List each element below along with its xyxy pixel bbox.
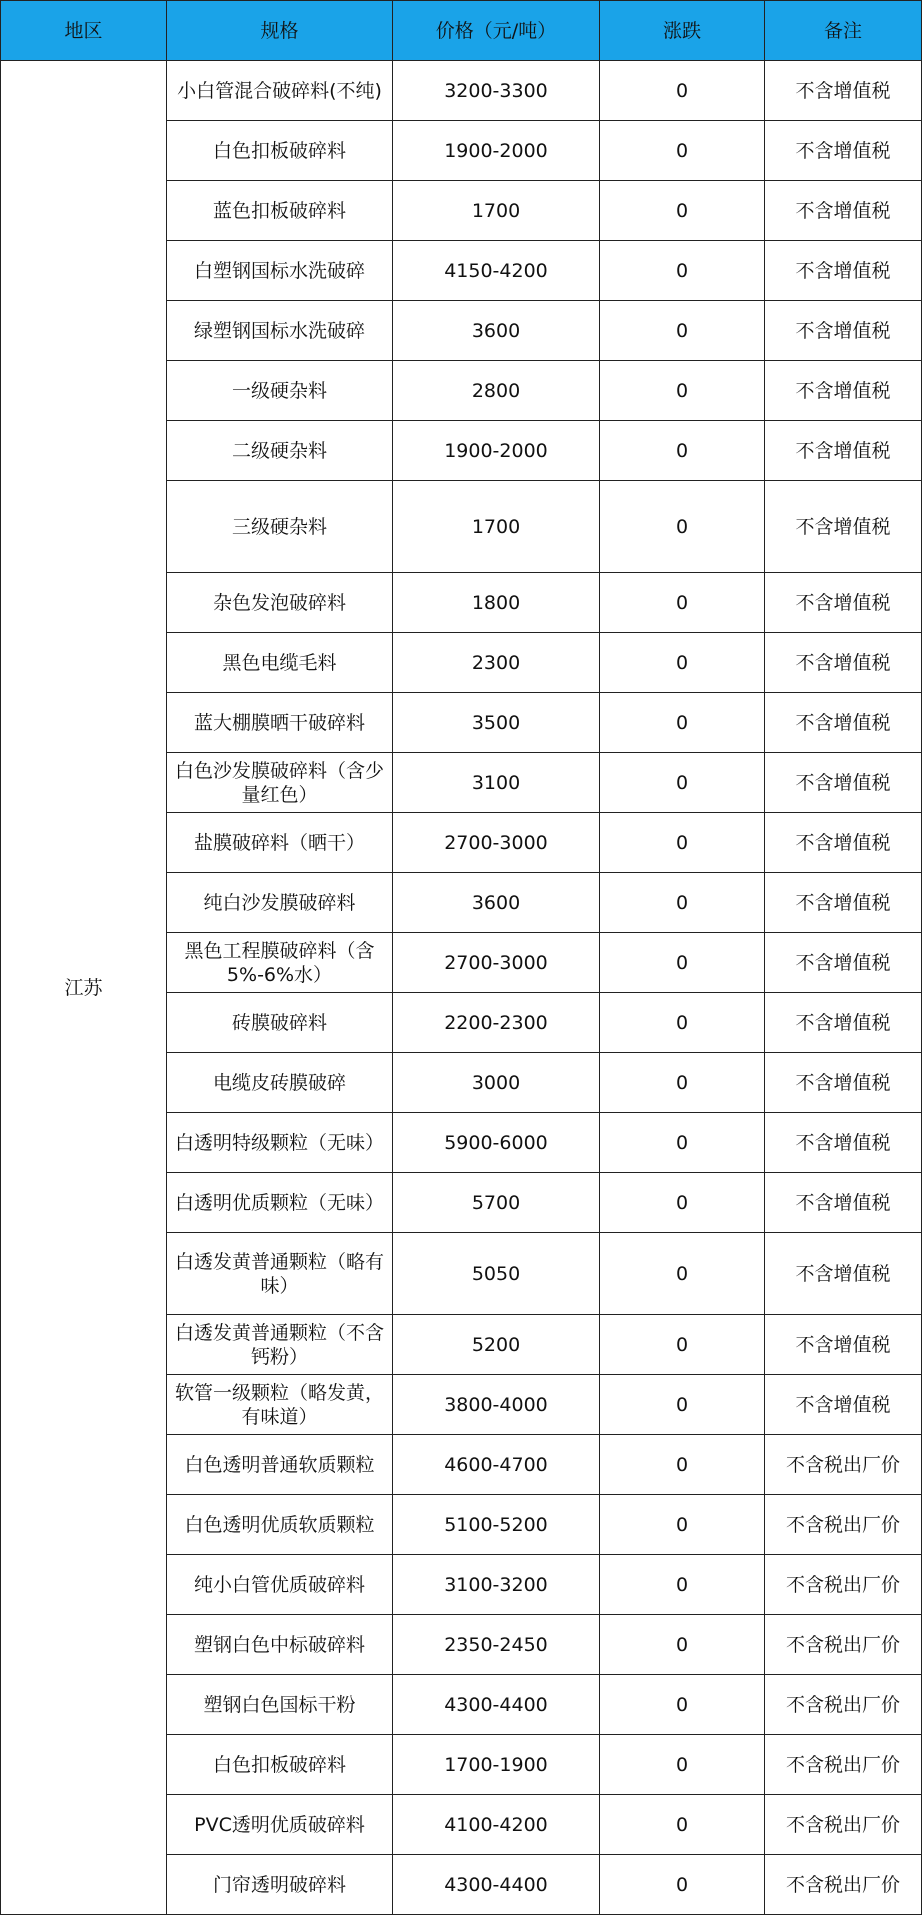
spec-cell: 塑钢白色中标破碎料 [167, 1615, 393, 1675]
spec-cell: 蓝色扣板破碎料 [167, 181, 393, 241]
change-cell: 0 [600, 753, 765, 813]
change-cell: 0 [600, 933, 765, 993]
change-cell: 0 [600, 1855, 765, 1915]
spec-cell: 黑色工程膜破碎料（含5%-6%水） [167, 933, 393, 993]
price-cell: 5100-5200 [393, 1495, 600, 1555]
header-note: 备注 [765, 1, 922, 61]
change-cell: 0 [600, 813, 765, 873]
region-cell: 江苏 [1, 61, 167, 1915]
price-cell: 2700-3000 [393, 813, 600, 873]
table-body [1, 61, 922, 1915]
header-spec: 规格 [167, 1, 393, 61]
change-cell: 0 [600, 61, 765, 121]
spec-cell: 白色扣板破碎料 [167, 1735, 393, 1795]
note-cell: 不含增值税 [765, 813, 922, 873]
change-cell: 0 [600, 1233, 765, 1315]
change-cell: 0 [600, 241, 765, 301]
change-cell: 0 [600, 481, 765, 573]
spec-cell: 一级硬杂料 [167, 361, 393, 421]
price-cell: 4100-4200 [393, 1795, 600, 1855]
spec-cell: 蓝大棚膜晒干破碎料 [167, 693, 393, 753]
price-cell: 3800-4000 [393, 1375, 600, 1435]
change-cell: 0 [600, 1495, 765, 1555]
spec-cell: 纯白沙发膜破碎料 [167, 873, 393, 933]
note-cell: 不含税出厂价 [765, 1675, 922, 1735]
spec-cell: 白透明特级颗粒（无味） [167, 1113, 393, 1173]
price-cell: 1700 [393, 481, 600, 573]
price-cell: 3000 [393, 1053, 600, 1113]
note-cell: 不含增值税 [765, 301, 922, 361]
note-cell: 不含税出厂价 [765, 1615, 922, 1675]
price-cell: 2700-3000 [393, 933, 600, 993]
change-cell: 0 [600, 301, 765, 361]
price-cell: 2300 [393, 633, 600, 693]
note-cell: 不含税出厂价 [765, 1735, 922, 1795]
change-cell: 0 [600, 1615, 765, 1675]
note-cell: 不含增值税 [765, 993, 922, 1053]
price-cell: 3600 [393, 873, 600, 933]
note-cell: 不含增值税 [765, 181, 922, 241]
price-cell: 1700-1900 [393, 1735, 600, 1795]
header-change: 涨跌 [600, 1, 765, 61]
spec-cell: 白色沙发膜破碎料（含少量红色） [167, 753, 393, 813]
note-cell: 不含增值税 [765, 573, 922, 633]
spec-cell: 白透明优质颗粒（无味） [167, 1173, 393, 1233]
note-cell: 不含增值税 [765, 61, 922, 121]
price-cell: 4600-4700 [393, 1435, 600, 1495]
spec-cell: 黑色电缆毛料 [167, 633, 393, 693]
spec-cell: PVC透明优质破碎料 [167, 1795, 393, 1855]
header-region: 地区 [1, 1, 167, 61]
spec-cell: 白透发黄普通颗粒（不含钙粉） [167, 1315, 393, 1375]
spec-cell: 塑钢白色国标干粉 [167, 1675, 393, 1735]
note-cell: 不含增值税 [765, 481, 922, 573]
note-cell: 不含增值税 [765, 633, 922, 693]
spec-cell: 门帘透明破碎料 [167, 1855, 393, 1915]
price-cell: 1900-2000 [393, 121, 600, 181]
price-cell: 1800 [393, 573, 600, 633]
spec-cell: 软管一级颗粒（略发黄，有味道） [167, 1375, 393, 1435]
spec-cell: 纯小白管优质破碎料 [167, 1555, 393, 1615]
note-cell: 不含税出厂价 [765, 1555, 922, 1615]
note-cell: 不含增值税 [765, 421, 922, 481]
change-cell: 0 [600, 361, 765, 421]
price-cell: 1900-2000 [393, 421, 600, 481]
note-cell: 不含增值税 [765, 693, 922, 753]
change-cell: 0 [600, 1375, 765, 1435]
price-cell: 3100-3200 [393, 1555, 600, 1615]
price-cell: 5900-6000 [393, 1113, 600, 1173]
spec-cell: 电缆皮砖膜破碎 [167, 1053, 393, 1113]
spec-cell: 杂色发泡破碎料 [167, 573, 393, 633]
price-cell: 3200-3300 [393, 61, 600, 121]
price-cell: 1700 [393, 181, 600, 241]
price-cell: 4150-4200 [393, 241, 600, 301]
note-cell: 不含增值税 [765, 1375, 922, 1435]
spec-cell: 白色透明优质软质颗粒 [167, 1495, 393, 1555]
note-cell: 不含税出厂价 [765, 1435, 922, 1495]
price-cell: 5050 [393, 1233, 600, 1315]
note-cell: 不含税出厂价 [765, 1855, 922, 1915]
note-cell: 不含税出厂价 [765, 1495, 922, 1555]
change-cell: 0 [600, 421, 765, 481]
spec-cell: 绿塑钢国标水洗破碎 [167, 301, 393, 361]
spec-cell: 砖膜破碎料 [167, 993, 393, 1053]
change-cell: 0 [600, 1555, 765, 1615]
price-cell: 5700 [393, 1173, 600, 1233]
change-cell: 0 [600, 633, 765, 693]
spec-cell: 白塑钢国标水洗破碎 [167, 241, 393, 301]
change-cell: 0 [600, 1435, 765, 1495]
spec-cell: 白透发黄普通颗粒（略有味） [167, 1233, 393, 1315]
spec-cell: 盐膜破碎料（晒干） [167, 813, 393, 873]
price-cell: 3100 [393, 753, 600, 813]
note-cell: 不含增值税 [765, 1113, 922, 1173]
change-cell: 0 [600, 121, 765, 181]
note-cell: 不含增值税 [765, 1173, 922, 1233]
header-price: 价格（元/吨） [393, 1, 600, 61]
note-cell: 不含增值税 [765, 1315, 922, 1375]
change-cell: 0 [600, 1675, 765, 1735]
price-cell: 4300-4400 [393, 1855, 600, 1915]
note-cell: 不含增值税 [765, 1233, 922, 1315]
change-cell: 0 [600, 873, 765, 933]
change-cell: 0 [600, 573, 765, 633]
price-cell: 5200 [393, 1315, 600, 1375]
note-cell: 不含增值税 [765, 753, 922, 813]
table-row [1, 61, 922, 121]
spec-cell: 小白管混合破碎料(不纯) [167, 61, 393, 121]
price-cell: 3600 [393, 301, 600, 361]
price-cell: 3500 [393, 693, 600, 753]
note-cell: 不含增值税 [765, 241, 922, 301]
change-cell: 0 [600, 1113, 765, 1173]
price-cell: 2800 [393, 361, 600, 421]
change-cell: 0 [600, 1735, 765, 1795]
spec-cell: 白色透明普通软质颗粒 [167, 1435, 393, 1495]
spec-cell: 白色扣板破碎料 [167, 121, 393, 181]
note-cell: 不含增值税 [765, 1053, 922, 1113]
price-cell: 2200-2300 [393, 993, 600, 1053]
note-cell: 不含增值税 [765, 873, 922, 933]
note-cell: 不含税出厂价 [765, 1795, 922, 1855]
change-cell: 0 [600, 1795, 765, 1855]
price-cell: 2350-2450 [393, 1615, 600, 1675]
spec-cell: 三级硬杂料 [167, 481, 393, 573]
price-cell: 4300-4400 [393, 1675, 600, 1735]
note-cell: 不含增值税 [765, 933, 922, 993]
header-row [1, 1, 922, 61]
change-cell: 0 [600, 1053, 765, 1113]
change-cell: 0 [600, 1315, 765, 1375]
spec-cell: 二级硬杂料 [167, 421, 393, 481]
change-cell: 0 [600, 1173, 765, 1233]
change-cell: 0 [600, 693, 765, 753]
note-cell: 不含增值税 [765, 121, 922, 181]
note-cell: 不含增值税 [765, 361, 922, 421]
change-cell: 0 [600, 181, 765, 241]
change-cell: 0 [600, 993, 765, 1053]
